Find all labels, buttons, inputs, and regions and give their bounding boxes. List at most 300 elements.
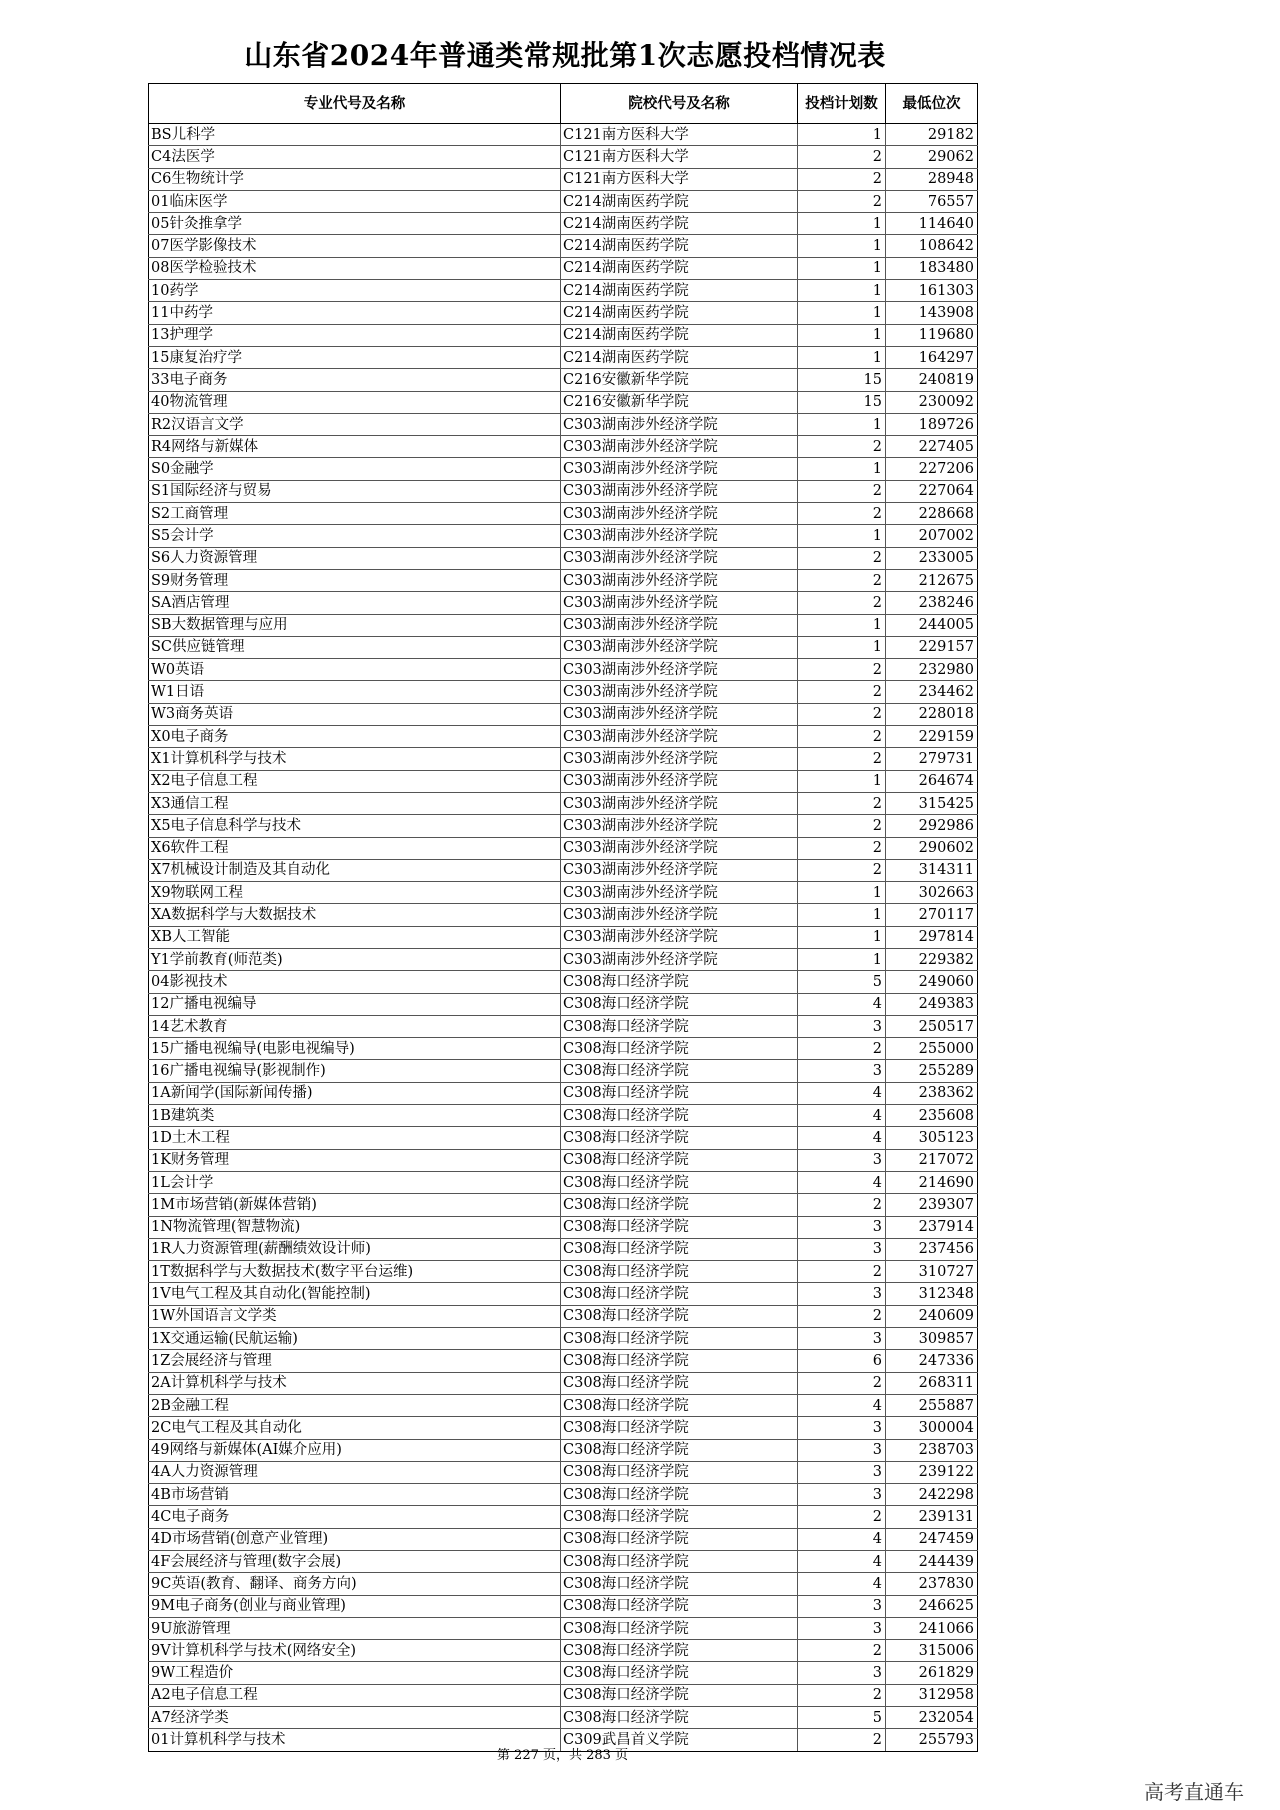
major-cell: S1国际经济与贸易 [149,480,561,502]
major-cell: 1M市场营销(新媒体营销) [149,1194,561,1216]
table-row [149,926,978,948]
plan-cell: 1 [798,458,886,480]
plan-cell: 4 [798,1394,886,1416]
rank-cell: 230092 [886,391,978,413]
rank-cell: 244439 [886,1551,978,1573]
major-cell: 05针灸推拿学 [149,213,561,235]
rank-cell: 229157 [886,636,978,658]
table-row [149,569,978,591]
table-row [149,1551,978,1573]
major-cell: 10药学 [149,280,561,302]
rank-cell: 183480 [886,257,978,279]
plan-cell: 2 [798,190,886,212]
major-cell: 49网络与新媒体(AI媒介应用) [149,1439,561,1461]
plan-cell: 5 [798,971,886,993]
rank-cell: 247336 [886,1350,978,1372]
school-cell: C308海口经济学院 [561,1640,798,1662]
plan-cell: 4 [798,1082,886,1104]
school-cell: C303湖南涉外经济学院 [561,413,798,435]
table-row [149,592,978,614]
school-cell: C303湖南涉外经济学院 [561,659,798,681]
major-cell: S9财务管理 [149,569,561,591]
school-cell: C303湖南涉外经济学院 [561,592,798,614]
plan-cell: 3 [798,1417,886,1439]
plan-cell: 2 [798,748,886,770]
rank-cell: 238246 [886,592,978,614]
major-cell: 4B市场营销 [149,1484,561,1506]
major-cell: C6生物统计学 [149,168,561,190]
rank-cell: 161303 [886,280,978,302]
school-cell: C303湖南涉外经济学院 [561,547,798,569]
school-cell: C214湖南医药学院 [561,257,798,279]
major-cell: Y1学前教育(师范类) [149,948,561,970]
rank-cell: 240609 [886,1305,978,1327]
major-cell: A2电子信息工程 [149,1684,561,1706]
major-cell: 2C电气工程及其自动化 [149,1417,561,1439]
table-row [149,748,978,770]
school-cell: C303湖南涉外经济学院 [561,770,798,792]
major-cell: 01计算机科学与技术 [149,1729,561,1751]
school-cell: C308海口经济学院 [561,1417,798,1439]
table-row [149,1617,978,1639]
plan-cell: 3 [798,1149,886,1171]
major-cell: 08医学检验技术 [149,257,561,279]
major-cell: 4F会展经济与管理(数字会展) [149,1551,561,1573]
major-cell: 4A人力资源管理 [149,1461,561,1483]
school-cell: C303湖南涉外经济学院 [561,948,798,970]
school-cell: C308海口经济学院 [561,1595,798,1617]
plan-cell: 1 [798,235,886,257]
table-row [149,948,978,970]
table-row [149,346,978,368]
plan-cell: 2 [798,1261,886,1283]
rank-cell: 249060 [886,971,978,993]
table-row [149,168,978,190]
rank-cell: 212675 [886,569,978,591]
table-row [149,436,978,458]
rank-cell: 290602 [886,837,978,859]
rank-cell: 261829 [886,1662,978,1684]
plan-cell: 5 [798,1707,886,1729]
school-cell: C303湖南涉外经济学院 [561,882,798,904]
plan-cell: 1 [798,882,886,904]
plan-cell: 2 [798,1038,886,1060]
school-cell: C308海口经济学院 [561,1283,798,1305]
plan-cell: 2 [798,547,886,569]
major-cell: X6软件工程 [149,837,561,859]
table-row [149,882,978,904]
header-plan: 投档计划数 [798,84,886,124]
table-row [149,815,978,837]
school-cell: C308海口经济学院 [561,1707,798,1729]
major-cell: 40物流管理 [149,391,561,413]
school-cell: C121南方医科大学 [561,146,798,168]
table-row [149,1171,978,1193]
rank-cell: 239122 [886,1461,978,1483]
table-row [149,1238,978,1260]
plan-cell: 3 [798,1216,886,1238]
school-cell: C308海口经济学院 [561,1038,798,1060]
table-row [149,614,978,636]
major-cell: 2A计算机科学与技术 [149,1372,561,1394]
major-cell: X2电子信息工程 [149,770,561,792]
rank-cell: 119680 [886,324,978,346]
table-row [149,770,978,792]
rank-cell: 229382 [886,948,978,970]
plan-cell: 2 [798,436,886,458]
table-row [149,190,978,212]
plan-cell: 3 [798,1015,886,1037]
school-cell: C308海口经济学院 [561,1238,798,1260]
plan-cell: 4 [798,1573,886,1595]
table-row [149,1484,978,1506]
school-cell: C308海口经济学院 [561,1105,798,1127]
rank-cell: 76557 [886,190,978,212]
rank-cell: 238703 [886,1439,978,1461]
major-cell: SB大数据管理与应用 [149,614,561,636]
rank-cell: 312958 [886,1684,978,1706]
school-cell: C303湖南涉外经济学院 [561,525,798,547]
plan-cell: 2 [798,1194,886,1216]
major-cell: 4C电子商务 [149,1506,561,1528]
school-cell: C308海口经济学院 [561,1394,798,1416]
table-row [149,257,978,279]
school-cell: C308海口经济学院 [561,1662,798,1684]
table-row [149,1707,978,1729]
rank-cell: 227064 [886,480,978,502]
plan-cell: 3 [798,1461,886,1483]
major-cell: X5电子信息科学与技术 [149,815,561,837]
table-row [149,1015,978,1037]
table-row [149,1573,978,1595]
major-cell: 4D市场营销(创意产业管理) [149,1528,561,1550]
major-cell: 15广播电视编导(电影电视编导) [149,1038,561,1060]
table-row [149,1640,978,1662]
school-cell: C303湖南涉外经济学院 [561,859,798,881]
rank-cell: 237456 [886,1238,978,1260]
school-cell: C303湖南涉外经济学院 [561,703,798,725]
table-row [149,547,978,569]
major-cell: S2工商管理 [149,503,561,525]
rank-cell: 255887 [886,1394,978,1416]
major-cell: X0电子商务 [149,726,561,748]
plan-cell: 2 [798,703,886,725]
table-row [149,1105,978,1127]
school-cell: C303湖南涉外经济学院 [561,436,798,458]
rank-cell: 189726 [886,413,978,435]
table-row [149,1394,978,1416]
rank-cell: 300004 [886,1417,978,1439]
table-row [149,369,978,391]
plan-cell: 2 [798,168,886,190]
table-body [149,124,978,1752]
school-cell: C308海口经济学院 [561,1261,798,1283]
major-cell: SA酒店管理 [149,592,561,614]
table-row [149,681,978,703]
school-cell: C303湖南涉外经济学院 [561,726,798,748]
table-row [149,1506,978,1528]
major-cell: 16广播电视编导(影视制作) [149,1060,561,1082]
plan-cell: 2 [798,503,886,525]
major-cell: 9V计算机科学与技术(网络安全) [149,1640,561,1662]
plan-cell: 1 [798,770,886,792]
rank-cell: 237914 [886,1216,978,1238]
plan-cell: 3 [798,1617,886,1639]
header-rank: 最低位次 [886,84,978,124]
table-row [149,280,978,302]
table-row [149,1461,978,1483]
major-cell: S6人力资源管理 [149,547,561,569]
major-cell: 33电子商务 [149,369,561,391]
major-cell: 04影视技术 [149,971,561,993]
plan-cell: 2 [798,569,886,591]
plan-cell: 4 [798,993,886,1015]
rank-cell: 29062 [886,146,978,168]
major-cell: XA数据科学与大数据技术 [149,904,561,926]
plan-cell: 1 [798,346,886,368]
plan-cell: 15 [798,391,886,413]
table-row [149,792,978,814]
school-cell: C214湖南医药学院 [561,213,798,235]
plan-cell: 2 [798,1684,886,1706]
major-cell: S0金融学 [149,458,561,480]
school-cell: C121南方医科大学 [561,124,798,146]
rank-cell: 315006 [886,1640,978,1662]
school-cell: C121南方医科大学 [561,168,798,190]
rank-cell: 114640 [886,213,978,235]
table-row [149,1595,978,1617]
rank-cell: 279731 [886,748,978,770]
major-cell: X3通信工程 [149,792,561,814]
plan-cell: 3 [798,1484,886,1506]
rank-cell: 240819 [886,369,978,391]
rank-cell: 242298 [886,1484,978,1506]
plan-cell: 2 [798,480,886,502]
rank-cell: 270117 [886,904,978,926]
plan-cell: 2 [798,837,886,859]
school-cell: C303湖南涉外经济学院 [561,926,798,948]
plan-cell: 3 [798,1283,886,1305]
school-cell: C308海口经济学院 [561,1372,798,1394]
school-cell: C308海口经济学院 [561,1551,798,1573]
school-cell: C308海口经济学院 [561,1461,798,1483]
plan-cell: 4 [798,1171,886,1193]
school-cell: C308海口经济学院 [561,1194,798,1216]
rank-cell: 310727 [886,1261,978,1283]
watermark-text: 高考直通车 [1144,1780,1244,1804]
rank-cell: 229159 [886,726,978,748]
rank-cell: 29182 [886,124,978,146]
school-cell: C308海口经济学院 [561,1439,798,1461]
table-row [149,391,978,413]
plan-cell: 2 [798,146,886,168]
table-row [149,1328,978,1350]
rank-cell: 207002 [886,525,978,547]
school-cell: C308海口经济学院 [561,1506,798,1528]
plan-cell: 2 [798,815,886,837]
plan-cell: 2 [798,1640,886,1662]
rank-cell: 228668 [886,503,978,525]
rank-cell: 239307 [886,1194,978,1216]
major-cell: 1W外国语言文学类 [149,1305,561,1327]
rank-cell: 297814 [886,926,978,948]
table-row [149,1283,978,1305]
table-header-row [149,84,978,124]
major-cell: XB人工智能 [149,926,561,948]
major-cell: 1B建筑类 [149,1105,561,1127]
plan-cell: 1 [798,904,886,926]
table-row [149,1417,978,1439]
school-cell: C216安徽新华学院 [561,369,798,391]
table-row [149,1127,978,1149]
plan-cell: 2 [798,659,886,681]
plan-cell: 1 [798,124,886,146]
school-cell: C303湖南涉外经济学院 [561,636,798,658]
rank-cell: 214690 [886,1171,978,1193]
rank-cell: 232980 [886,659,978,681]
table-row [149,837,978,859]
plan-cell: 3 [798,1060,886,1082]
major-cell: R4网络与新媒体 [149,436,561,458]
school-cell: C216安徽新华学院 [561,391,798,413]
major-cell: 1L会计学 [149,1171,561,1193]
plan-cell: 2 [798,1305,886,1327]
major-cell: SC供应链管理 [149,636,561,658]
plan-cell: 4 [798,1105,886,1127]
plan-cell: 1 [798,324,886,346]
school-cell: C303湖南涉外经济学院 [561,503,798,525]
plan-cell: 4 [798,1528,886,1550]
school-cell: C308海口经济学院 [561,1573,798,1595]
plan-cell: 2 [798,681,886,703]
major-cell: 9W工程造价 [149,1662,561,1684]
table-row [149,726,978,748]
table-row [149,458,978,480]
rank-cell: 292986 [886,815,978,837]
school-cell: C303湖南涉外经济学院 [561,904,798,926]
table-row [149,659,978,681]
rank-cell: 305123 [886,1127,978,1149]
table-row [149,413,978,435]
table-row [149,1372,978,1394]
rank-cell: 232054 [886,1707,978,1729]
major-cell: W0英语 [149,659,561,681]
rank-cell: 227206 [886,458,978,480]
school-cell: C308海口经济学院 [561,1684,798,1706]
plan-cell: 2 [798,1506,886,1528]
plan-cell: 3 [798,1662,886,1684]
rank-cell: 246625 [886,1595,978,1617]
school-cell: C214湖南医药学院 [561,302,798,324]
rank-cell: 233005 [886,547,978,569]
major-cell: W1日语 [149,681,561,703]
major-cell: C4法医学 [149,146,561,168]
school-cell: C308海口经济学院 [561,1528,798,1550]
school-cell: C303湖南涉外经济学院 [561,480,798,502]
rank-cell: 309857 [886,1328,978,1350]
table-row [149,1439,978,1461]
plan-cell: 1 [798,213,886,235]
major-cell: X9物联网工程 [149,882,561,904]
plan-cell: 1 [798,926,886,948]
plan-cell: 3 [798,1595,886,1617]
school-cell: C308海口经济学院 [561,1082,798,1104]
school-cell: C308海口经济学院 [561,1350,798,1372]
major-cell: 07医学影像技术 [149,235,561,257]
school-cell: C214湖南医药学院 [561,346,798,368]
rank-cell: 314311 [886,859,978,881]
table-row [149,235,978,257]
plan-cell: 1 [798,636,886,658]
plan-cell: 3 [798,1439,886,1461]
plan-cell: 1 [798,280,886,302]
major-cell: 1K财务管理 [149,1149,561,1171]
major-cell: A7经济学类 [149,1707,561,1729]
major-cell: 1V电气工程及其自动化(智能控制) [149,1283,561,1305]
rank-cell: 228018 [886,703,978,725]
rank-cell: 217072 [886,1149,978,1171]
school-cell: C303湖南涉外经济学院 [561,681,798,703]
rank-cell: 255793 [886,1729,978,1751]
plan-cell: 2 [798,1372,886,1394]
rank-cell: 315425 [886,792,978,814]
plan-cell: 3 [798,1328,886,1350]
major-cell: 11中药学 [149,302,561,324]
page-number: 第 227 页，共 283 页 [496,1748,629,1763]
plan-cell: 2 [798,792,886,814]
rank-cell: 302663 [886,882,978,904]
school-cell: C303湖南涉外经济学院 [561,792,798,814]
header-major: 专业代号及名称 [149,84,561,124]
school-cell: C308海口经济学院 [561,1328,798,1350]
school-cell: C308海口经济学院 [561,993,798,1015]
plan-cell: 1 [798,525,886,547]
rank-cell: 239131 [886,1506,978,1528]
school-cell: C308海口经济学院 [561,1617,798,1639]
school-cell: C308海口经济学院 [561,1149,798,1171]
school-cell: C308海口经济学院 [561,1484,798,1506]
plan-cell: 15 [798,369,886,391]
plan-cell: 1 [798,614,886,636]
major-cell: 1X交通运输(民航运输) [149,1328,561,1350]
school-cell: C309武昌首义学院 [561,1729,798,1751]
plan-cell: 2 [798,1729,886,1751]
rank-cell: 237830 [886,1573,978,1595]
school-cell: C308海口经济学院 [561,1015,798,1037]
plan-cell: 6 [798,1350,886,1372]
major-cell: W3商务英语 [149,703,561,725]
school-cell: C308海口经济学院 [561,971,798,993]
table-row [149,1060,978,1082]
school-cell: C308海口经济学院 [561,1060,798,1082]
major-cell: 15康复治疗学 [149,346,561,368]
school-cell: C308海口经济学院 [561,1216,798,1238]
major-cell: 9C英语(教育、翻译、商务方向) [149,1573,561,1595]
school-cell: C214湖南医药学院 [561,235,798,257]
rank-cell: 244005 [886,614,978,636]
table-row [149,503,978,525]
table-row [149,1684,978,1706]
rank-cell: 264674 [886,770,978,792]
table-row [149,124,978,146]
table-row [149,1216,978,1238]
rank-cell: 227405 [886,436,978,458]
rank-cell: 235608 [886,1105,978,1127]
table-row [149,859,978,881]
school-cell: C303湖南涉外经济学院 [561,748,798,770]
school-cell: C214湖南医药学院 [561,190,798,212]
admission-table [148,83,978,1752]
